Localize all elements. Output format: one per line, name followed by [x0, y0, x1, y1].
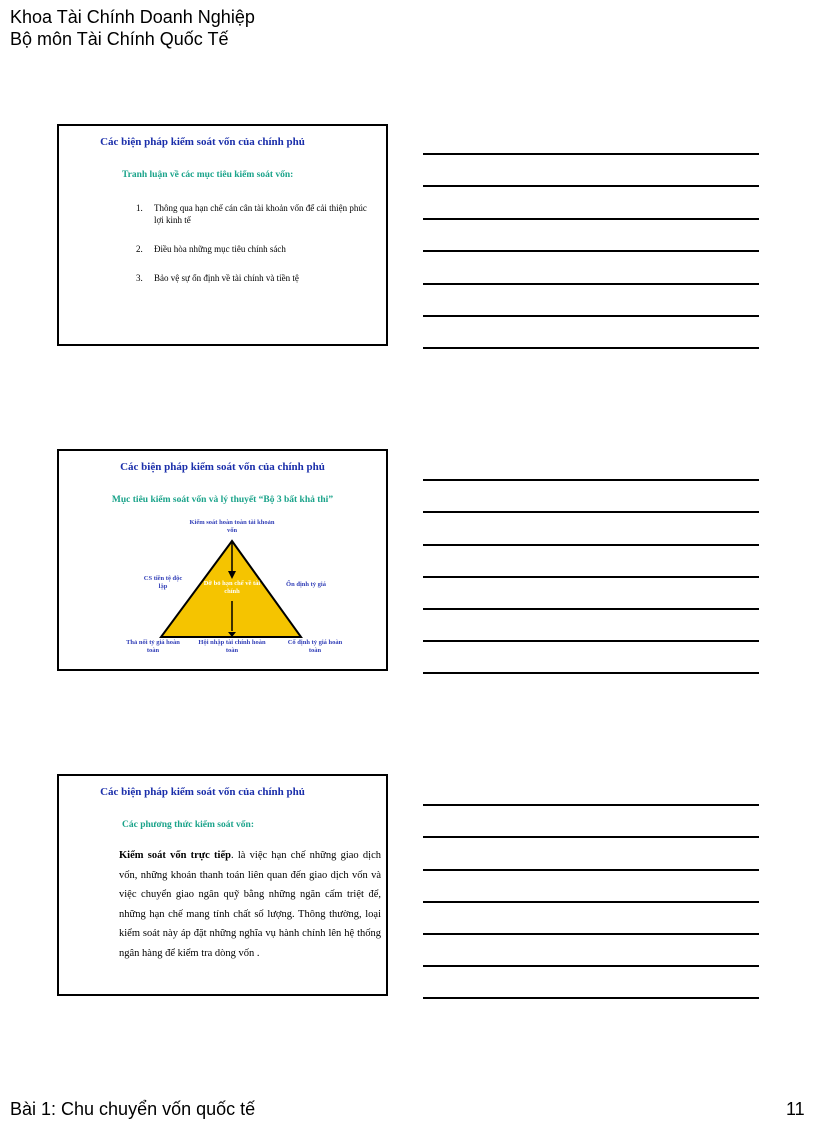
list-item-number: 3. [136, 273, 143, 283]
slide-subtitle: Tranh luận về các mục tiêu kiểm soát vốn: [122, 170, 294, 180]
note-line [423, 153, 759, 155]
slide-subtitle: Mục tiêu kiểm soát vốn và lý thuyết “Bộ 3 bất khả thi” [111, 495, 334, 505]
note-line [423, 901, 759, 903]
list-item-number: 1. [136, 203, 143, 213]
note-line [423, 479, 759, 481]
label-independent-monetary-policy: CS tiền tệ độc lập [143, 575, 183, 590]
slide-paragraph [119, 846, 381, 964]
note-line [423, 544, 759, 546]
page-number: 11 [786, 1099, 805, 1119]
note-line [423, 250, 759, 252]
paragraph-body: . là việc hạn chế những giao dịch vốn, những khoản thanh toán liên quan đến giao dịch vốn và việc chuyển giao ngân quỹ bằng những ngăn cấm triệt để, những hạn chế mang tính chất số lượng. Thông thường, loại kiểm soát này áp đặt những nghĩa vụ hành chính lên hệ thống ngân hàng để kiểm tra dòng vốn . [119, 850, 381, 959]
slide-3 [57, 774, 388, 996]
note-line [423, 347, 759, 349]
note-line [423, 997, 759, 999]
list-item-number: 2. [136, 244, 143, 254]
note-line [423, 511, 759, 513]
list-item-text: Điều hòa những mục tiêu chính sách [154, 244, 286, 254]
header-faculty: Khoa Tài Chính Doanh Nghiệp [10, 7, 255, 27]
label-exchange-stability: Ổn định tỷ giá [286, 581, 326, 588]
slide-2 [57, 449, 388, 671]
list-item-text: Thông qua hạn chế cán cân tài khoản vốn để cải thiện phúc lợi kinh tế [154, 203, 367, 225]
note-line [423, 185, 759, 187]
list-item [136, 243, 376, 255]
list-item [136, 272, 376, 284]
note-line [423, 315, 759, 317]
label-fixed-exchange-rate: Cố định tỷ giá hoàn toàn [287, 639, 343, 654]
note-line [423, 640, 759, 642]
note-line [423, 218, 759, 220]
note-line [423, 672, 759, 674]
note-line [423, 933, 759, 935]
label-financial-liberalization: Dỡ bỏ hạn chế về tài chính [203, 580, 261, 595]
label-free-float: Thả nổi tỷ giá hoàn toàn [126, 639, 180, 654]
slide-title: Các biện pháp kiểm soát vốn của chính phủ [120, 461, 325, 473]
note-line [423, 608, 759, 610]
note-line [423, 283, 759, 285]
objective-list [136, 202, 376, 301]
impossible-trinity-diagram [59, 451, 386, 669]
list-item [136, 202, 376, 226]
note-line [423, 576, 759, 578]
slide-title: Các biện pháp kiểm soát vốn của chính phủ [100, 786, 305, 798]
slide-subtitle: Các phương thức kiểm soát vốn: [122, 820, 254, 830]
note-line [423, 965, 759, 967]
note-line [423, 836, 759, 838]
label-full-financial-integration: Hội nhập tài chính hoàn toàn [198, 639, 266, 654]
header-department: Bộ môn Tài Chính Quốc Tế [10, 29, 229, 49]
paragraph-lead: Kiểm soát vốn trực tiếp [119, 850, 231, 861]
list-item-text: Bảo vệ sự ổn định về tài chính và tiền tệ [154, 273, 299, 283]
note-line [423, 869, 759, 871]
slide-1 [57, 124, 388, 346]
footer-lesson-title: Bài 1: Chu chuyển vốn quốc tế [10, 1099, 256, 1119]
slide-title: Các biện pháp kiểm soát vốn của chính phủ [100, 136, 305, 148]
note-line [423, 804, 759, 806]
label-full-capital-control: Kiểm soát hoàn toàn tài khoản vốn [189, 519, 275, 534]
